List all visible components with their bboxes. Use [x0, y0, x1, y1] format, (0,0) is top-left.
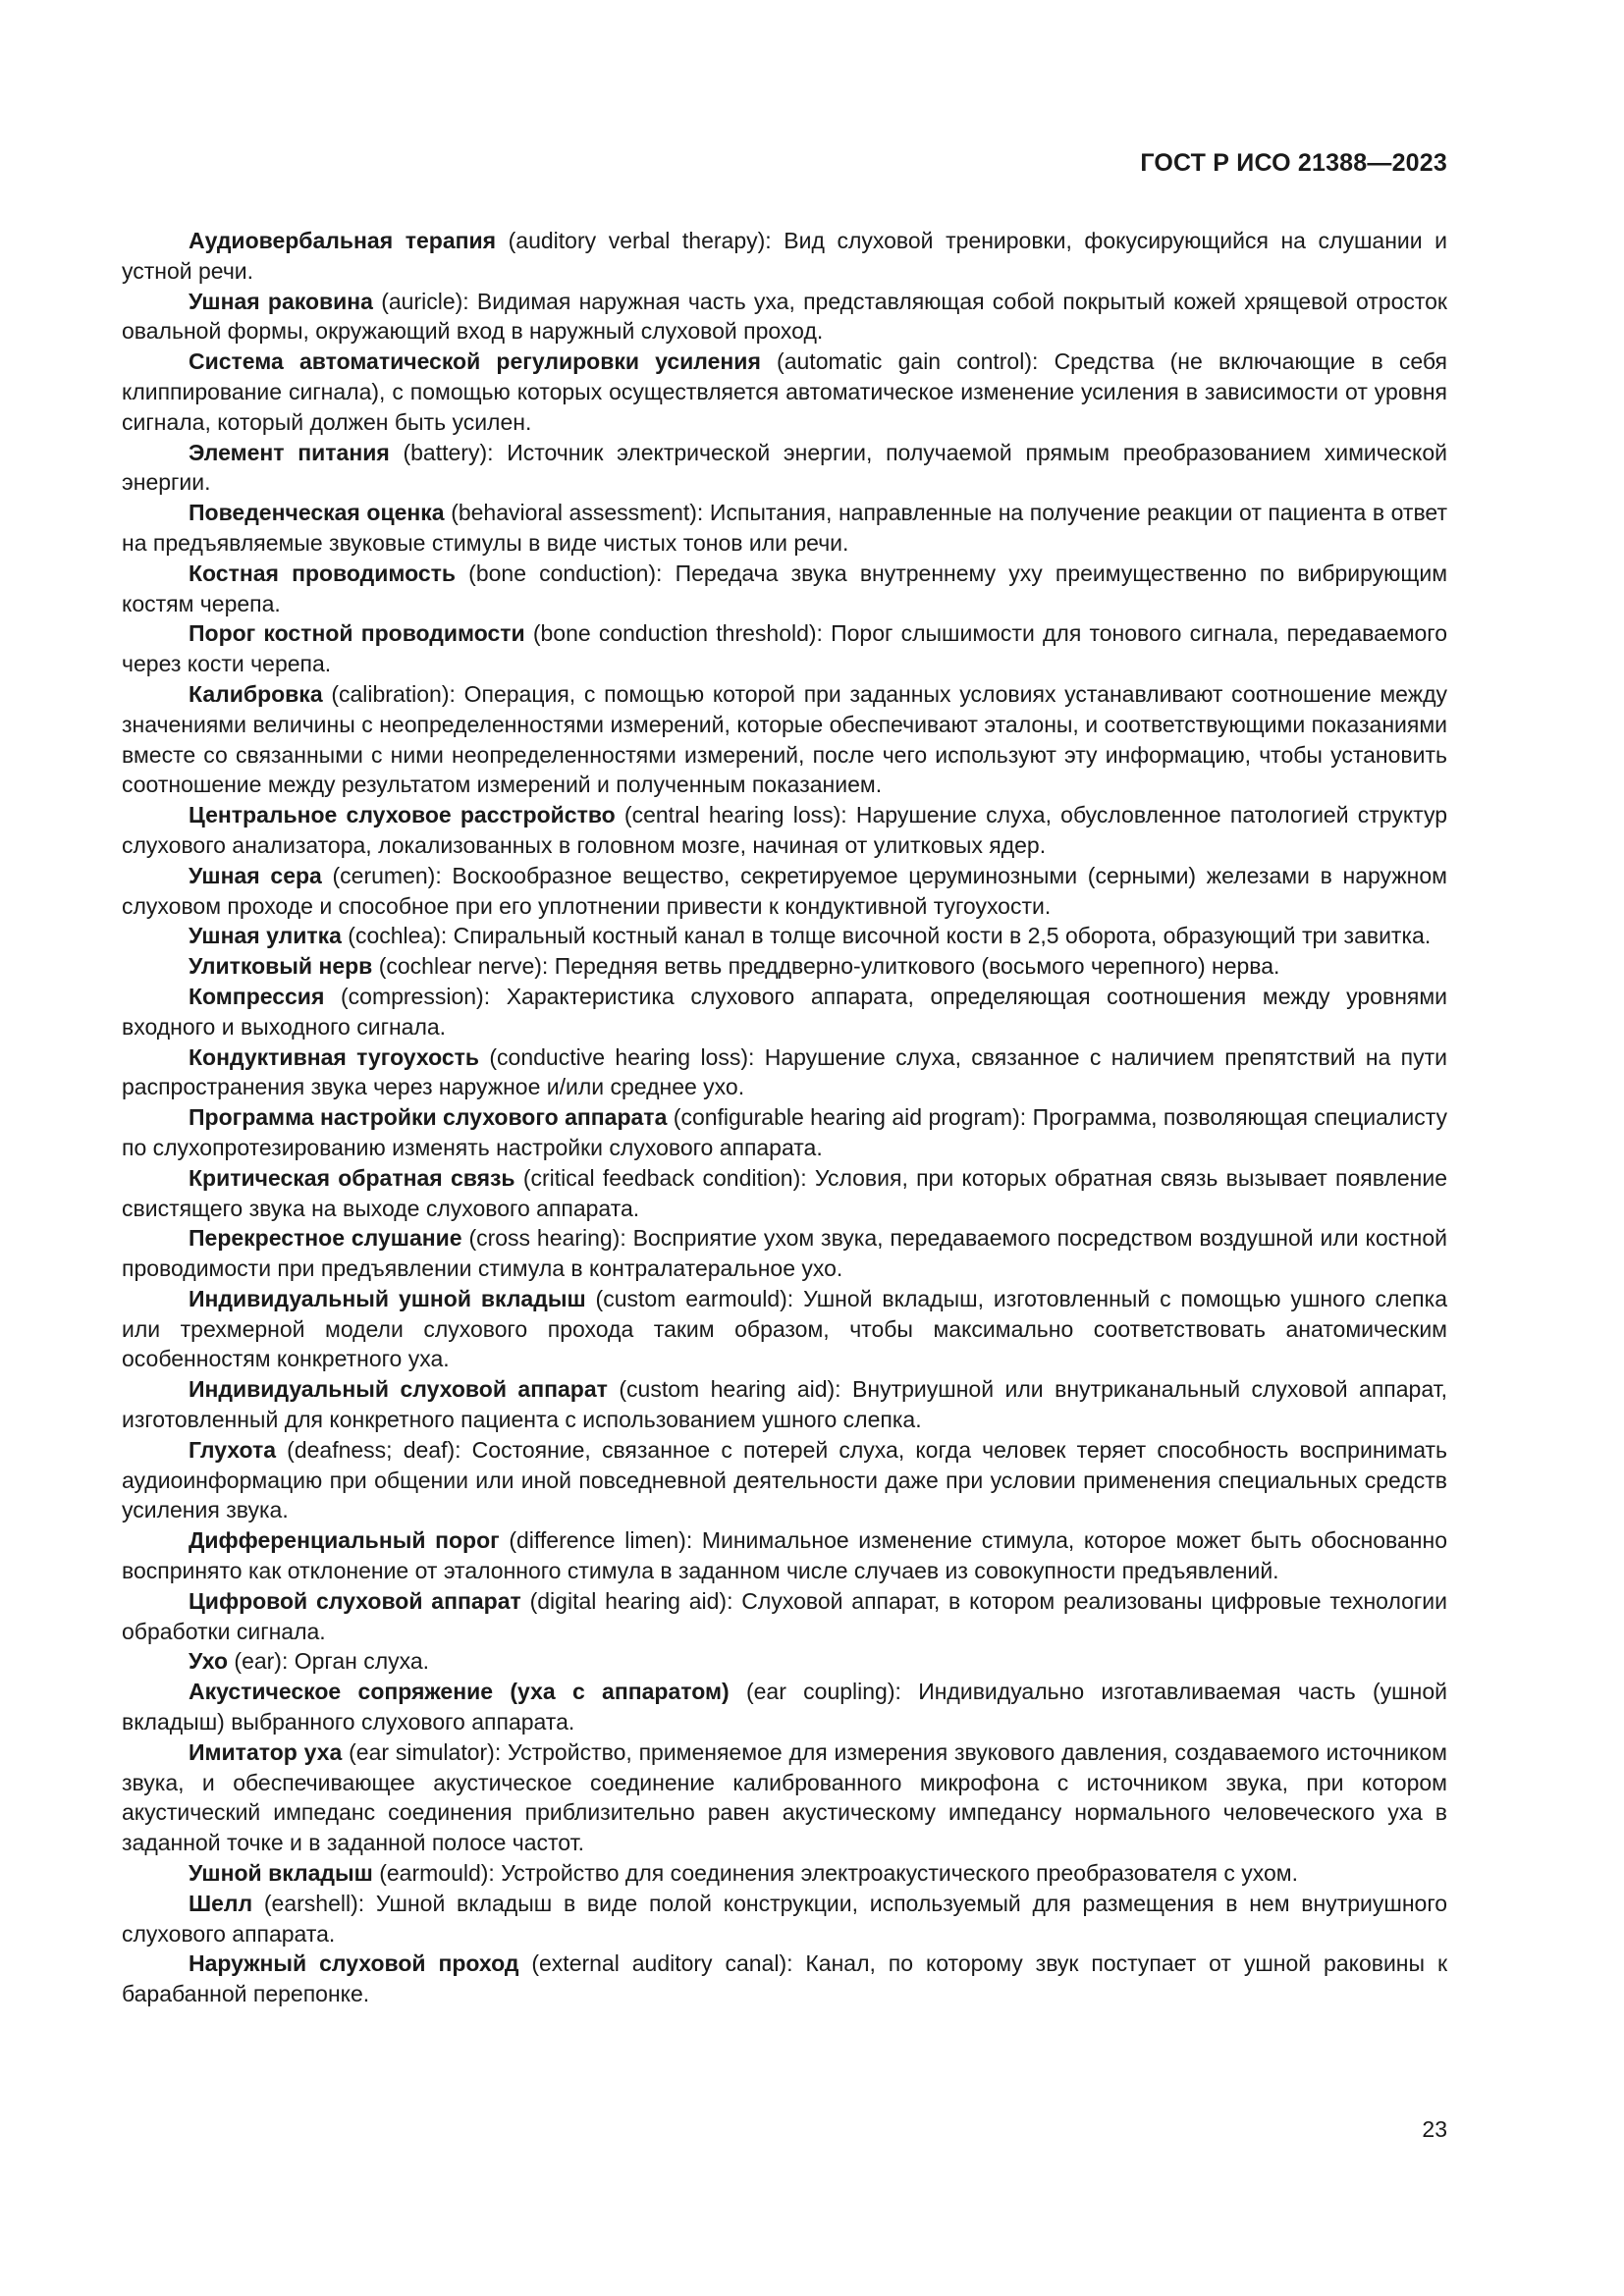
term-definition: Условия, при которых обратная связь вызывает появление свистящего звука на выходе слухового аппарата. [122, 1164, 1447, 1221]
term-english: (ear simulator): [342, 1738, 509, 1765]
term-definition: Слуховой аппарат, в котором реализованы цифровые технологии обработки сигнала. [122, 1587, 1447, 1644]
term-name: Ушная улитка [189, 923, 342, 949]
term-name: Критическая обратная связь [189, 1164, 515, 1191]
term-english: (cerumen): [321, 862, 453, 888]
term-english: (difference limen): [499, 1527, 702, 1554]
term-english: (cochlear nerve): [372, 953, 555, 980]
term-english: (external auditory canal): [518, 1950, 806, 1977]
term-entry [122, 800, 1447, 861]
term-entry [122, 1737, 1447, 1858]
term-name: Система автоматической регулировки усиления [189, 348, 761, 375]
term-entry [122, 1102, 1447, 1163]
term-entry [122, 921, 1447, 951]
term-english: (earmould): [372, 1860, 502, 1887]
term-english: (cochlea): [341, 923, 454, 949]
term-english: (auricle): [372, 288, 477, 314]
term-definition: Программа, позволяющая специалисту по слухопротезированию изменять настройки слухового аппарата. [122, 1104, 1447, 1160]
term-name: Акустическое сопряжение (уха с аппаратом) [189, 1679, 730, 1705]
term-english: (auditory verbal therapy): [496, 228, 785, 253]
term-entry [122, 498, 1447, 559]
term-entry [122, 438, 1447, 499]
term-name: Шелл [189, 1890, 253, 1916]
term-name: Ухо [189, 1648, 229, 1675]
term-entry [122, 1949, 1447, 2009]
term-definition: Средства (не включающие в себя клиппирование сигнала), с помощью которых осуществляется автоматическое изменение усиления в зависимости от уровня сигнала, который должен быть усилен. [122, 348, 1448, 435]
term-entry [122, 1435, 1447, 1525]
term-definition: Испытания, направленные на получение реакции от пациента в ответ на предъявляемые звуковые стимулы в виде чистых тонов или речи. [122, 500, 1447, 556]
term-name: Кондуктивная тугоухость [189, 1043, 480, 1070]
term-entry [122, 1374, 1447, 1435]
term-name: Наружный слуховой проход [189, 1950, 519, 1977]
term-name: Элемент питания [189, 439, 390, 465]
term-definition: Воскообразное вещество, секретируемое церуминозными (серными) железами в наружном слуховом проходе и способное при его уплотнении привести к кондуктивной тугоухости. [122, 862, 1447, 919]
term-english: (custom hearing aid): [607, 1376, 853, 1403]
document-header: ГОСТ Р ИСО 21388—2023 [1140, 149, 1447, 177]
term-entry [122, 1889, 1447, 1949]
term-name: Компрессия [189, 983, 325, 1009]
term-name: Ушная сера [189, 862, 322, 888]
term-entry [122, 1858, 1447, 1889]
term-english: (calibration): [322, 680, 464, 707]
term-definition: Нарушение слуха, связанное с наличием препятствий на пути распространения звука через наружное и/или среднее ухо. [122, 1043, 1447, 1100]
term-name: Дифференциальный порог [189, 1527, 500, 1554]
term-entry [122, 1042, 1447, 1103]
term-definition: Передняя ветвь преддверно-улиткового (восьмого черепного) нерва. [554, 953, 1280, 980]
term-definition: Внутриушной или внутриканальный слуховой аппарат, изготовленный для конкретного пациента с использованием ушного слепка. [122, 1376, 1447, 1433]
term-entry [122, 1284, 1447, 1374]
term-entry [122, 347, 1447, 437]
page-number: 23 [1422, 2116, 1447, 2142]
term-name: Ушной вкладыш [189, 1860, 373, 1887]
term-name: Поведенческая оценка [189, 500, 445, 526]
term-english: (cross hearing): [461, 1225, 633, 1252]
term-entry [122, 1646, 1447, 1677]
term-entry [122, 1223, 1447, 1284]
term-definition: Спиральный костный канал в толще височной кости в 2,5 оборота, образующий три завитка. [453, 923, 1432, 949]
term-name: Цифровой слуховой аппарат [189, 1587, 521, 1614]
term-entry [122, 287, 1447, 347]
term-english: (digital hearing aid): [520, 1587, 742, 1614]
term-definition: Минимальное изменение стимула, которое может быть обоснованно воспринято как отклонение от эталонного стимула в заданном числе случаев из совокупности предъявлений. [122, 1527, 1448, 1584]
term-name: Центральное слуховое расстройство [189, 802, 616, 828]
term-name: Перекрестное слушание [189, 1225, 462, 1252]
term-definition: Характеристика слухового аппарата, определяющая соотношения между уровнями входного и выходного сигнала. [122, 983, 1448, 1040]
term-english: (bone conduction): [456, 560, 676, 586]
term-definition: Ушной вкладыш в виде полой конструкции, используемый для размещения в нем внутриушного слухового аппарата. [122, 1890, 1448, 1947]
term-name: Индивидуальный слуховой аппарат [189, 1376, 608, 1403]
term-entry [122, 1163, 1447, 1224]
term-english: (configurable hearing aid program): [667, 1104, 1033, 1131]
term-name: Аудиовербальная терапия [189, 228, 497, 253]
term-name: Улитковый нерв [189, 953, 373, 980]
term-name: Порог костной проводимости [189, 620, 525, 647]
term-entry [122, 618, 1447, 679]
term-definition: Операция, с помощью которой при заданных условиях устанавливают соотношение между значениями величины с неопределенностями измерений, которые обеспечивают эталоны, и соответствующими показаниями вместе со связанными с ними неопределенностями измерений, после чего используют эту информацию, чтобы установить соотношение между результатом измерений и полученным показанием. [122, 680, 1447, 798]
term-entry [122, 559, 1447, 619]
term-english: (bone conduction threshold): [524, 620, 832, 647]
term-name: Ушная раковина [189, 288, 373, 314]
term-name: Калибровка [189, 680, 323, 707]
term-english: (custom earmould): [585, 1285, 804, 1311]
term-entry [122, 1586, 1447, 1647]
term-definition: Нарушение слуха, обусловленное патологией структур слухового анализатора, локализованных в головном мозге, начиная от улитковых ядер. [122, 802, 1447, 858]
term-definition: Устройство для соединения электроакустического преобразователя с ухом. [501, 1860, 1299, 1887]
term-english: (battery): [389, 439, 508, 465]
term-definition: Ушной вкладыш, изготовленный с помощью ушного слепка или трехмерной модели слухового прохода таким образом, чтобы максимально соответствовать анатомическим особенностям конкретного уха. [122, 1285, 1447, 1372]
term-english: (deafness; deaf): [276, 1436, 472, 1463]
term-definition: Орган слуха. [294, 1648, 430, 1675]
term-entry [122, 861, 1447, 922]
term-entry [122, 982, 1447, 1042]
term-english: (earshell): [252, 1890, 376, 1916]
term-entry [122, 951, 1447, 982]
term-english: (compression): [324, 983, 507, 1009]
term-definition: Канал, по которому звук поступает от ушной раковины к барабанной перепонке. [122, 1950, 1448, 2007]
term-entry [122, 1677, 1447, 1737]
term-name: Костная проводимость [189, 560, 457, 586]
term-entry [122, 1525, 1447, 1586]
term-entry [122, 226, 1447, 287]
term-definition: Восприятие ухом звука, передаваемого посредством воздушной или костной проводимости при предъявлении стимула в контралатеральное ухо. [122, 1225, 1447, 1282]
term-name: Глухота [189, 1436, 277, 1463]
term-english: (critical feedback condition): [514, 1164, 815, 1191]
term-definition: Вид слуховой тренировки, фокусирующийся на слушании и устной речи. [122, 228, 1448, 284]
term-english: (ear): [228, 1648, 295, 1675]
term-definition: Устройство, применяемое для измерения звукового давления, создаваемого источником звука, и обеспечивающее акустическое соединение калиброванного микрофона с источником звука, при котором акустический импеданс соединения приблизительно равен акустическому импедансу нормального человеческого уха в заданной точке и в заданной полосе частот. [122, 1738, 1447, 1856]
term-name: Программа настройки слухового аппарата [189, 1104, 668, 1131]
term-name: Индивидуальный ушной вкладыш [189, 1285, 586, 1311]
term-definition: Видимая наружная часть уха, представляющая собой покрытый кожей хрящевой отросток овальной формы, окружающий вход в наружный слуховой проход. [122, 288, 1447, 345]
term-definition: Порог слышимости для тонового сигнала, передаваемого через кости черепа. [122, 620, 1447, 677]
term-english: (automatic gain control): [760, 348, 1055, 375]
term-english: (conductive hearing loss): [479, 1043, 765, 1070]
term-definition: Состояние, связанное с потерей слуха, когда человек теряет способность воспринимать аудиоинформацию при общении или иной повседневной деятельности даже при условии применения специальных средств усиления звука. [122, 1436, 1447, 1523]
term-definition: Источник электрической энергии, получаемой прямым преобразованием химической энергии. [122, 439, 1447, 496]
term-entry [122, 679, 1447, 800]
term-definition: Передача звука внутреннему уху преимущественно по вибрирующим костям черепа. [122, 560, 1448, 616]
terms-list [122, 226, 1447, 2009]
term-definition: Индивидуально изготавливаемая часть (ушной вкладыш) выбранного слухового аппарата. [122, 1679, 1447, 1735]
term-name: Имитатор уха [189, 1738, 343, 1765]
term-english: (central hearing loss): [615, 802, 856, 828]
term-english: (ear coupling): [729, 1679, 919, 1705]
term-english: (behavioral assessment): [444, 500, 710, 526]
